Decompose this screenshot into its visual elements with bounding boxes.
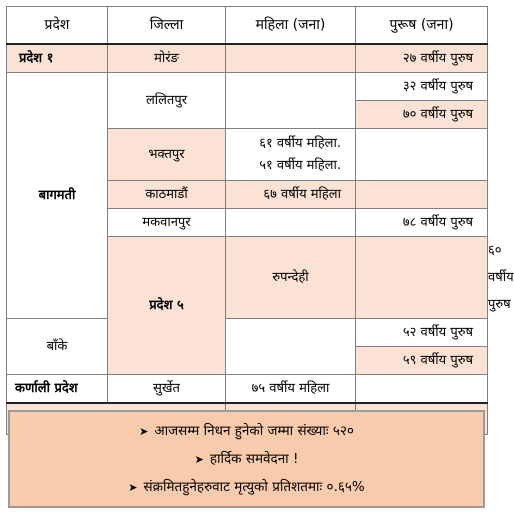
female-entry: ५१ वर्षीय महिला. — [259, 157, 341, 173]
female-cell — [226, 44, 356, 73]
summary-text: आजसम्म निधन हुनेको जम्मा संख्याः ५२० — [154, 423, 354, 439]
death-table — [6, 6, 514, 435]
arrow-bullet-icon: ➤ — [194, 453, 204, 466]
male-cell — [356, 129, 488, 181]
district-cell: मकवानपुर — [108, 209, 226, 237]
male-cell: ७८ वर्षीय पुरुष — [356, 209, 488, 237]
summary-text: संक्रमितहुनेहरुवाट मृत्युको प्रतिशतमाः ०.६५% — [143, 479, 365, 495]
table-header-row — [7, 7, 488, 45]
male-cell: ५९ वर्षीय पुरुष — [356, 347, 488, 375]
table-row — [7, 319, 488, 347]
district-cell: रुपन्देही — [226, 237, 356, 319]
header-district: जिल्ला — [108, 7, 226, 45]
province-cell: प्रदेश १ — [7, 44, 108, 73]
male-cell — [356, 375, 488, 404]
table-row — [7, 73, 488, 101]
header-female: महिला (जना) — [226, 7, 356, 45]
district-cell: काठमाडौं — [108, 181, 226, 209]
death-table-container — [6, 6, 514, 435]
summary-text: हार्दिक समवेदना ! — [209, 451, 299, 467]
header-province: प्रदेश — [7, 7, 108, 45]
female-entry: ६१ वर्षीय महिला. — [259, 135, 341, 151]
male-cell: ७० वर्षीय पुरुष — [356, 101, 488, 129]
male-cell: ३२ वर्षीय पुरुष — [356, 73, 488, 101]
arrow-bullet-icon: ➤ — [128, 481, 138, 494]
district-cell: बाँके — [7, 319, 108, 375]
district-cell: ललितपुर — [108, 73, 226, 129]
summary-line-death-rate — [10, 474, 483, 500]
summary-box — [8, 410, 485, 508]
province-cell: कर्णाली प्रदेश — [7, 375, 108, 404]
male-cell: २७ वर्षीय पुरुष — [356, 44, 488, 73]
header-male: पुरूष (जना) — [356, 7, 488, 45]
arrow-bullet-icon: ➤ — [139, 425, 149, 438]
male-cell — [356, 181, 488, 209]
summary-line-condolence — [10, 446, 483, 472]
district-cell: भक्तपुर — [108, 129, 226, 181]
district-cell: सुर्खेत — [108, 375, 226, 404]
female-cell — [226, 209, 356, 237]
female-cell — [226, 129, 356, 181]
female-cell: ६७ वर्षीय महिला — [226, 181, 356, 209]
male-cell: ५२ वर्षीय पुरुष — [356, 319, 488, 347]
table-row — [7, 375, 488, 404]
province-cell: बागमती — [7, 73, 108, 319]
summary-line-total-deaths — [10, 418, 483, 444]
female-cell — [356, 237, 488, 319]
table-row — [7, 44, 488, 73]
province-cell: प्रदेश ५ — [108, 237, 226, 375]
female-cell — [226, 73, 356, 129]
female-cell: ७५ वर्षीय महिला — [226, 375, 356, 404]
table-row: प्रदेश ५ रुपन्देही ६० वर्षीय पुरुष — [7, 237, 488, 319]
district-cell: मोरंङ — [108, 44, 226, 73]
female-cell — [226, 319, 356, 375]
